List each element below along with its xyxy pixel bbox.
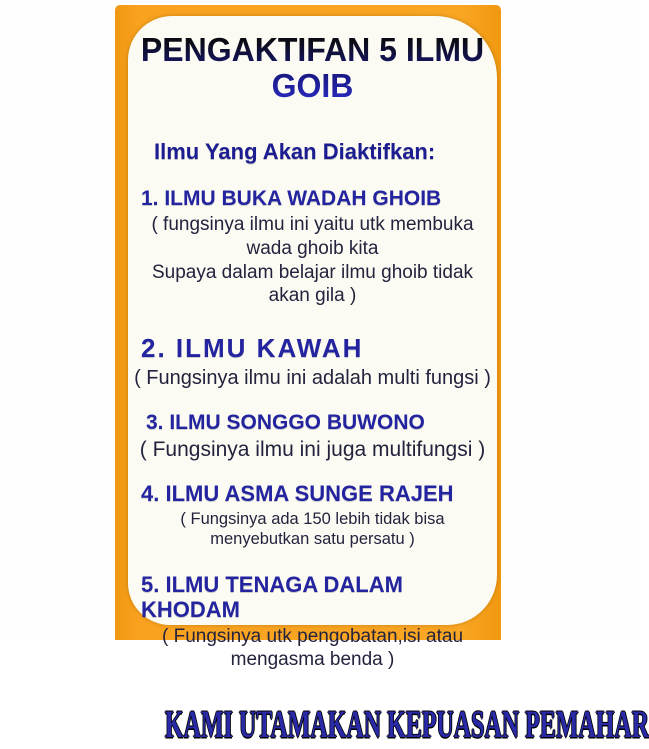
item-2-heading: 2. ILMU KAWAH	[141, 333, 364, 364]
list-item-3	[128, 411, 497, 463]
item-1-description	[132, 213, 493, 308]
item-1-heading: 1. ILMU BUKA WADAH GHOIB	[141, 186, 442, 210]
item-5-description: ( Fungsinya utk pengobatan,isi atau mengasma benda )	[161, 625, 464, 671]
item-3-description: ( Fungsinya ilmu ini juga multifungsi )	[139, 438, 486, 462]
list-item-5	[128, 572, 497, 672]
item-4-description: ( Fungsinya ada 150 lebih tidak bisa menyebutkan satu persatu )	[180, 509, 445, 549]
item-3-heading: 3. ILMU SONGGO BUWONO	[146, 411, 425, 435]
poster-title: PENGAKTIFAN 5 ILMU GOIB	[140, 31, 485, 105]
poster-panel	[128, 16, 649, 747]
list-item-2	[128, 334, 497, 391]
item-2-description: ( Fungsinya ilmu ini adalah multi fungsi )	[134, 367, 491, 390]
list-item-4	[128, 481, 497, 550]
poster-subtitle: Ilmu Yang Akan Diaktifkan:	[154, 138, 436, 164]
item-1-desc-line-1: ( fungsinya ilmu ini yaitu utk membuka wada ghoib kita	[151, 214, 474, 259]
list-item-1	[128, 187, 497, 308]
item-5-heading: 5. ILMU TENAGA DALAM KHODAM	[141, 571, 403, 623]
poster-footer-slogan: KAMI UTAMAKAN KEPUASAN PEMAHAR	[164, 703, 649, 747]
poster-frame	[115, 5, 649, 747]
item-1-desc-line-2: Supaya dalam belajar ilmu ghoib tidak akan gila )	[151, 261, 474, 307]
item-4-heading: 4. ILMU ASMA SUNGE RAJEH	[141, 481, 454, 507]
